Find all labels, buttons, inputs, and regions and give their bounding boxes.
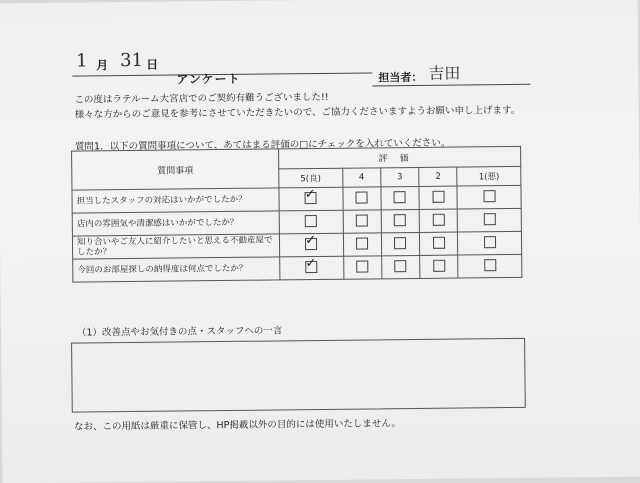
scale-2: 2 (419, 167, 458, 186)
checkbox[interactable] (305, 215, 317, 227)
comment-section-heading: （1）改善点やお気付きの点・スタッフへの一言 (76, 325, 283, 339)
question-text: 店内の雰囲気や清潔感はいかがでしたか？ (72, 211, 279, 236)
date-day-unit: 日 (146, 57, 159, 72)
date-day: 31 (120, 49, 144, 72)
checkbox[interactable] (433, 236, 445, 248)
survey-title: アンケート (176, 71, 241, 87)
question-text: 今回のお部屋探しの納得度は何点でしたか？ (73, 257, 280, 282)
intro-line-1: この度はラテルーム大宮店でのご契約有難うございました!! (74, 91, 329, 106)
table-row (73, 254, 522, 282)
checkbox[interactable] (395, 260, 407, 272)
checkbox[interactable] (432, 190, 444, 202)
checkbox[interactable] (356, 191, 368, 203)
checkbox[interactable] (483, 190, 495, 202)
scale-1: 1(悪) (457, 166, 521, 186)
intro-text (74, 88, 520, 123)
footer-note: なお、この用紙は厳重に保管し、HP掲載以外の目的には使用いたしません。 (73, 418, 401, 433)
staff-label: 担当者： (378, 70, 423, 85)
check-mark: ✓ (305, 232, 317, 248)
checkbox[interactable] (394, 237, 406, 249)
column-header-evaluation: 評価 (279, 146, 521, 169)
question-1-heading: 質問1．以下の質問事項について、あてはまる評価の□にチェックを入れていください。 (74, 137, 451, 153)
checkbox[interactable] (305, 255, 317, 273)
date-month-unit: 月 (96, 58, 109, 73)
question-text: 知り合いやご友人に紹介したいと思える不動産屋でしたか？ (72, 234, 279, 259)
checkbox[interactable] (305, 232, 317, 250)
checkbox[interactable] (356, 214, 368, 226)
check-mark: ✓ (304, 186, 316, 202)
scale-5: 5(良) (279, 168, 343, 188)
checkbox[interactable] (484, 236, 496, 248)
checkbox[interactable] (304, 186, 317, 204)
check-mark: ✓ (305, 255, 317, 271)
checkbox[interactable] (394, 214, 406, 226)
checkbox[interactable] (356, 237, 368, 249)
checkbox[interactable] (484, 259, 496, 271)
question-text: 担当したスタッフの対応はいかがでしたか？ (72, 188, 279, 213)
date-month: 1 (76, 50, 88, 72)
comment-box[interactable] (71, 338, 526, 413)
evaluation-table (71, 146, 522, 283)
checkbox[interactable] (356, 260, 368, 272)
scale-4: 4 (342, 168, 381, 187)
staff-name: 吉田 (428, 63, 461, 83)
intro-line-2: 様々な方からのご意見を参考にさせていただきたいので、ご協力くださいますようお願い申し上げます。 (74, 104, 521, 121)
checkbox[interactable] (483, 213, 495, 225)
checkbox[interactable] (394, 191, 406, 203)
scale-3: 3 (381, 167, 420, 186)
column-header-question: 質問事項 (72, 149, 279, 190)
checkbox[interactable] (433, 259, 445, 271)
checkbox[interactable] (433, 213, 445, 225)
